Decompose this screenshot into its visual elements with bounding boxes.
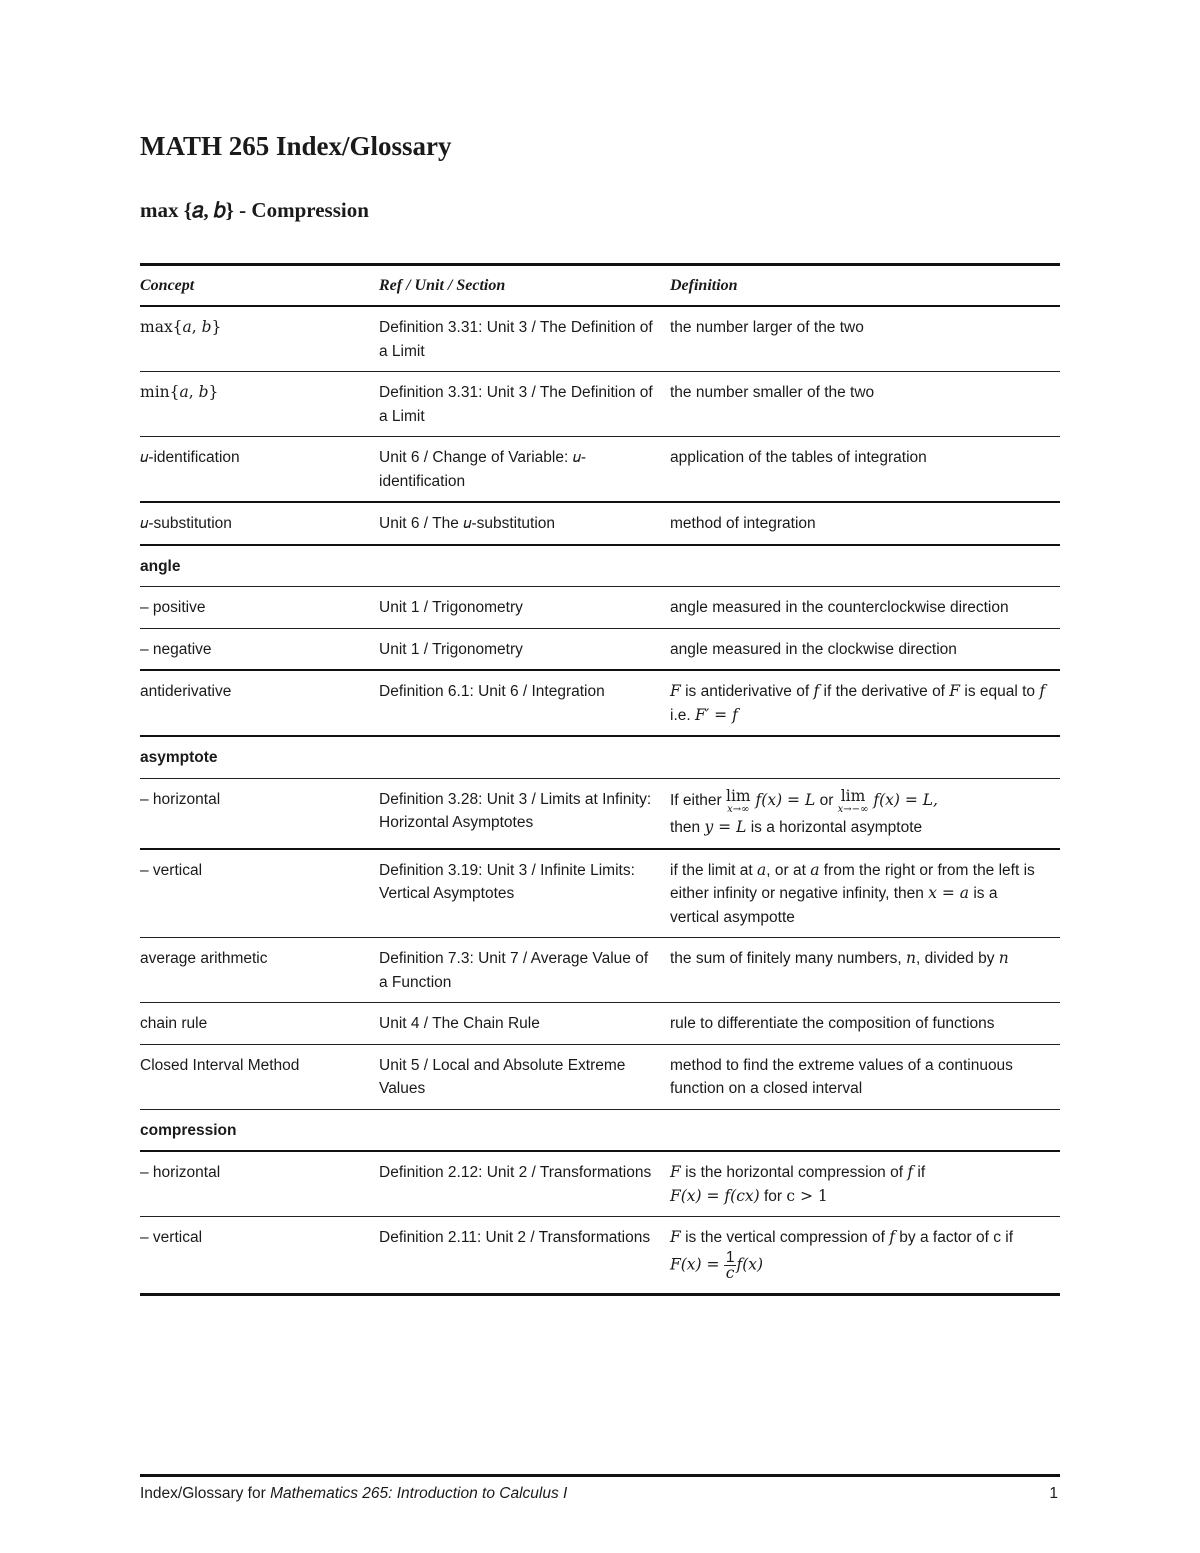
table-row [140, 1003, 1060, 1045]
concept-cell: max{𝑎, 𝑏} [140, 306, 379, 372]
table-row [140, 1217, 1060, 1295]
table-row [140, 502, 1060, 545]
concept-cell: – horizontal [140, 778, 379, 849]
table-row [140, 587, 1060, 629]
footer-prefix: Index/Glossary for [140, 1485, 271, 1502]
page-footer [140, 1485, 1060, 1503]
concept-cell: chain rule [140, 1003, 379, 1045]
concept-cell: average arithmetic [140, 938, 379, 1003]
section-range-title: max {𝑎, 𝑏} - Compression [140, 198, 369, 222]
table-row [140, 938, 1060, 1003]
column-header-concept: Concept [140, 265, 379, 307]
table-row [140, 306, 1060, 372]
ref-cell: Unit 5 / Local and Absolute Extreme Values [379, 1044, 670, 1109]
definition-cell: If either lim 𝑥→∞ 𝑓(𝑥) = 𝐿 or lim 𝑥→−∞ 𝑓(𝑥) = 𝐿, then 𝑦 = 𝐿 is a horizontal asymptote [670, 778, 1060, 849]
table-row [140, 372, 1060, 437]
concept-cell: Closed Interval Method [140, 1044, 379, 1109]
limit-expression: lim 𝑥→∞ [726, 786, 751, 815]
ref-cell: Unit 6 / The 𝑢-substitution [379, 502, 670, 545]
concept-cell: min{𝑎, 𝑏} [140, 372, 379, 437]
definition-cell: the number larger of the two [670, 306, 1060, 372]
definition-cell: 𝐹 is the horizontal compression of 𝑓 if 𝐹(𝑥) = 𝑓(𝑐𝑥) for c > 1 [670, 1151, 1060, 1217]
ref-cell: Definition 2.11: Unit 2 / Transformations [379, 1217, 670, 1295]
concept-cell: 𝑢-substitution [140, 502, 379, 545]
concept-cell: – negative [140, 628, 379, 670]
table-row [140, 1044, 1060, 1109]
concept-cell: – vertical [140, 1217, 379, 1295]
footer-course-title: Mathematics 265: Introduction to Calculus I [270, 1485, 568, 1502]
footer-divider [140, 1474, 1060, 1477]
definition-cell: the sum of finitely many numbers, 𝑛, divided by 𝑛 [670, 938, 1060, 1003]
table-header-row [140, 265, 1060, 307]
concept-cell: 𝑢-identification [140, 437, 379, 503]
fraction: $\frac{1}{c}$ [725, 1248, 735, 1282]
concept-cell: – positive [140, 587, 379, 629]
definition-cell: angle measured in the counterclockwise direction [670, 587, 1060, 629]
limit-expression: lim 𝑥→−∞ [837, 786, 869, 815]
table-row [140, 849, 1060, 938]
definition-cell: application of the tables of integration [670, 437, 1060, 503]
definition-cell: method of integration [670, 502, 1060, 545]
group-row-compression [140, 1109, 1060, 1151]
ref-cell: Definition 3.31: Unit 3 / The Definition of a Limit [379, 306, 670, 372]
ref-cell: Definition 3.31: Unit 3 / The Definition of a Limit [379, 372, 670, 437]
page-number: 1 [1049, 1485, 1058, 1502]
group-row-angle [140, 545, 1060, 587]
ref-cell: Unit 4 / The Chain Rule [379, 1003, 670, 1045]
column-header-definition: Definition [670, 265, 1060, 307]
definition-cell: angle measured in the clockwise direction [670, 628, 1060, 670]
glossary-table [140, 263, 1060, 1296]
concept-cell: antiderivative [140, 670, 379, 736]
concept-cell: – horizontal [140, 1151, 379, 1217]
table-row [140, 1151, 1060, 1217]
ref-cell: Unit 1 / Trigonometry [379, 587, 670, 629]
table-row [140, 778, 1060, 849]
definition-cell: rule to differentiate the composition of functions [670, 1003, 1060, 1045]
ref-cell: Unit 1 / Trigonometry [379, 628, 670, 670]
group-heading: compression [140, 1109, 379, 1151]
definition-cell: method to find the extreme values of a continuous function on a closed interval [670, 1044, 1060, 1109]
definition-cell: if the limit at 𝑎, or at 𝑎 from the right or from the left is either infinity or negative infinity, then 𝑥 = 𝑎 is a vertical asympotte [670, 849, 1060, 938]
ref-cell: Definition 3.28: Unit 3 / Limits at Infinity: Horizontal Asymptotes [379, 778, 670, 849]
ref-cell: Definition 2.12: Unit 2 / Transformations [379, 1151, 670, 1217]
ref-cell: Unit 6 / Change of Variable: 𝑢-identification [379, 437, 670, 503]
table-row [140, 670, 1060, 736]
group-heading: angle [140, 545, 379, 587]
table-row [140, 628, 1060, 670]
ref-cell: Definition 3.19: Unit 3 / Infinite Limits: Vertical Asymptotes [379, 849, 670, 938]
definition-cell: 𝐹 is the vertical compression of 𝑓 by a factor of c if 𝐹(𝑥) = $\frac{1}{c}$ 𝑓(𝑥) [670, 1217, 1060, 1295]
table-row [140, 437, 1060, 503]
definition-cell: 𝐹 is antiderivative of 𝑓 if the derivative of 𝐹 is equal to 𝑓 i.e. 𝐹′ = 𝑓 [670, 670, 1060, 736]
group-heading: asymptote [140, 736, 379, 778]
page-title: MATH 265 Index/Glossary [140, 131, 452, 161]
concept-cell: – vertical [140, 849, 379, 938]
ref-cell: Definition 6.1: Unit 6 / Integration [379, 670, 670, 736]
column-header-ref: Ref / Unit / Section [379, 265, 670, 307]
definition-cell: the number smaller of the two [670, 372, 1060, 437]
group-row-asymptote [140, 736, 1060, 778]
ref-cell: Definition 7.3: Unit 7 / Average Value of a Function [379, 938, 670, 1003]
